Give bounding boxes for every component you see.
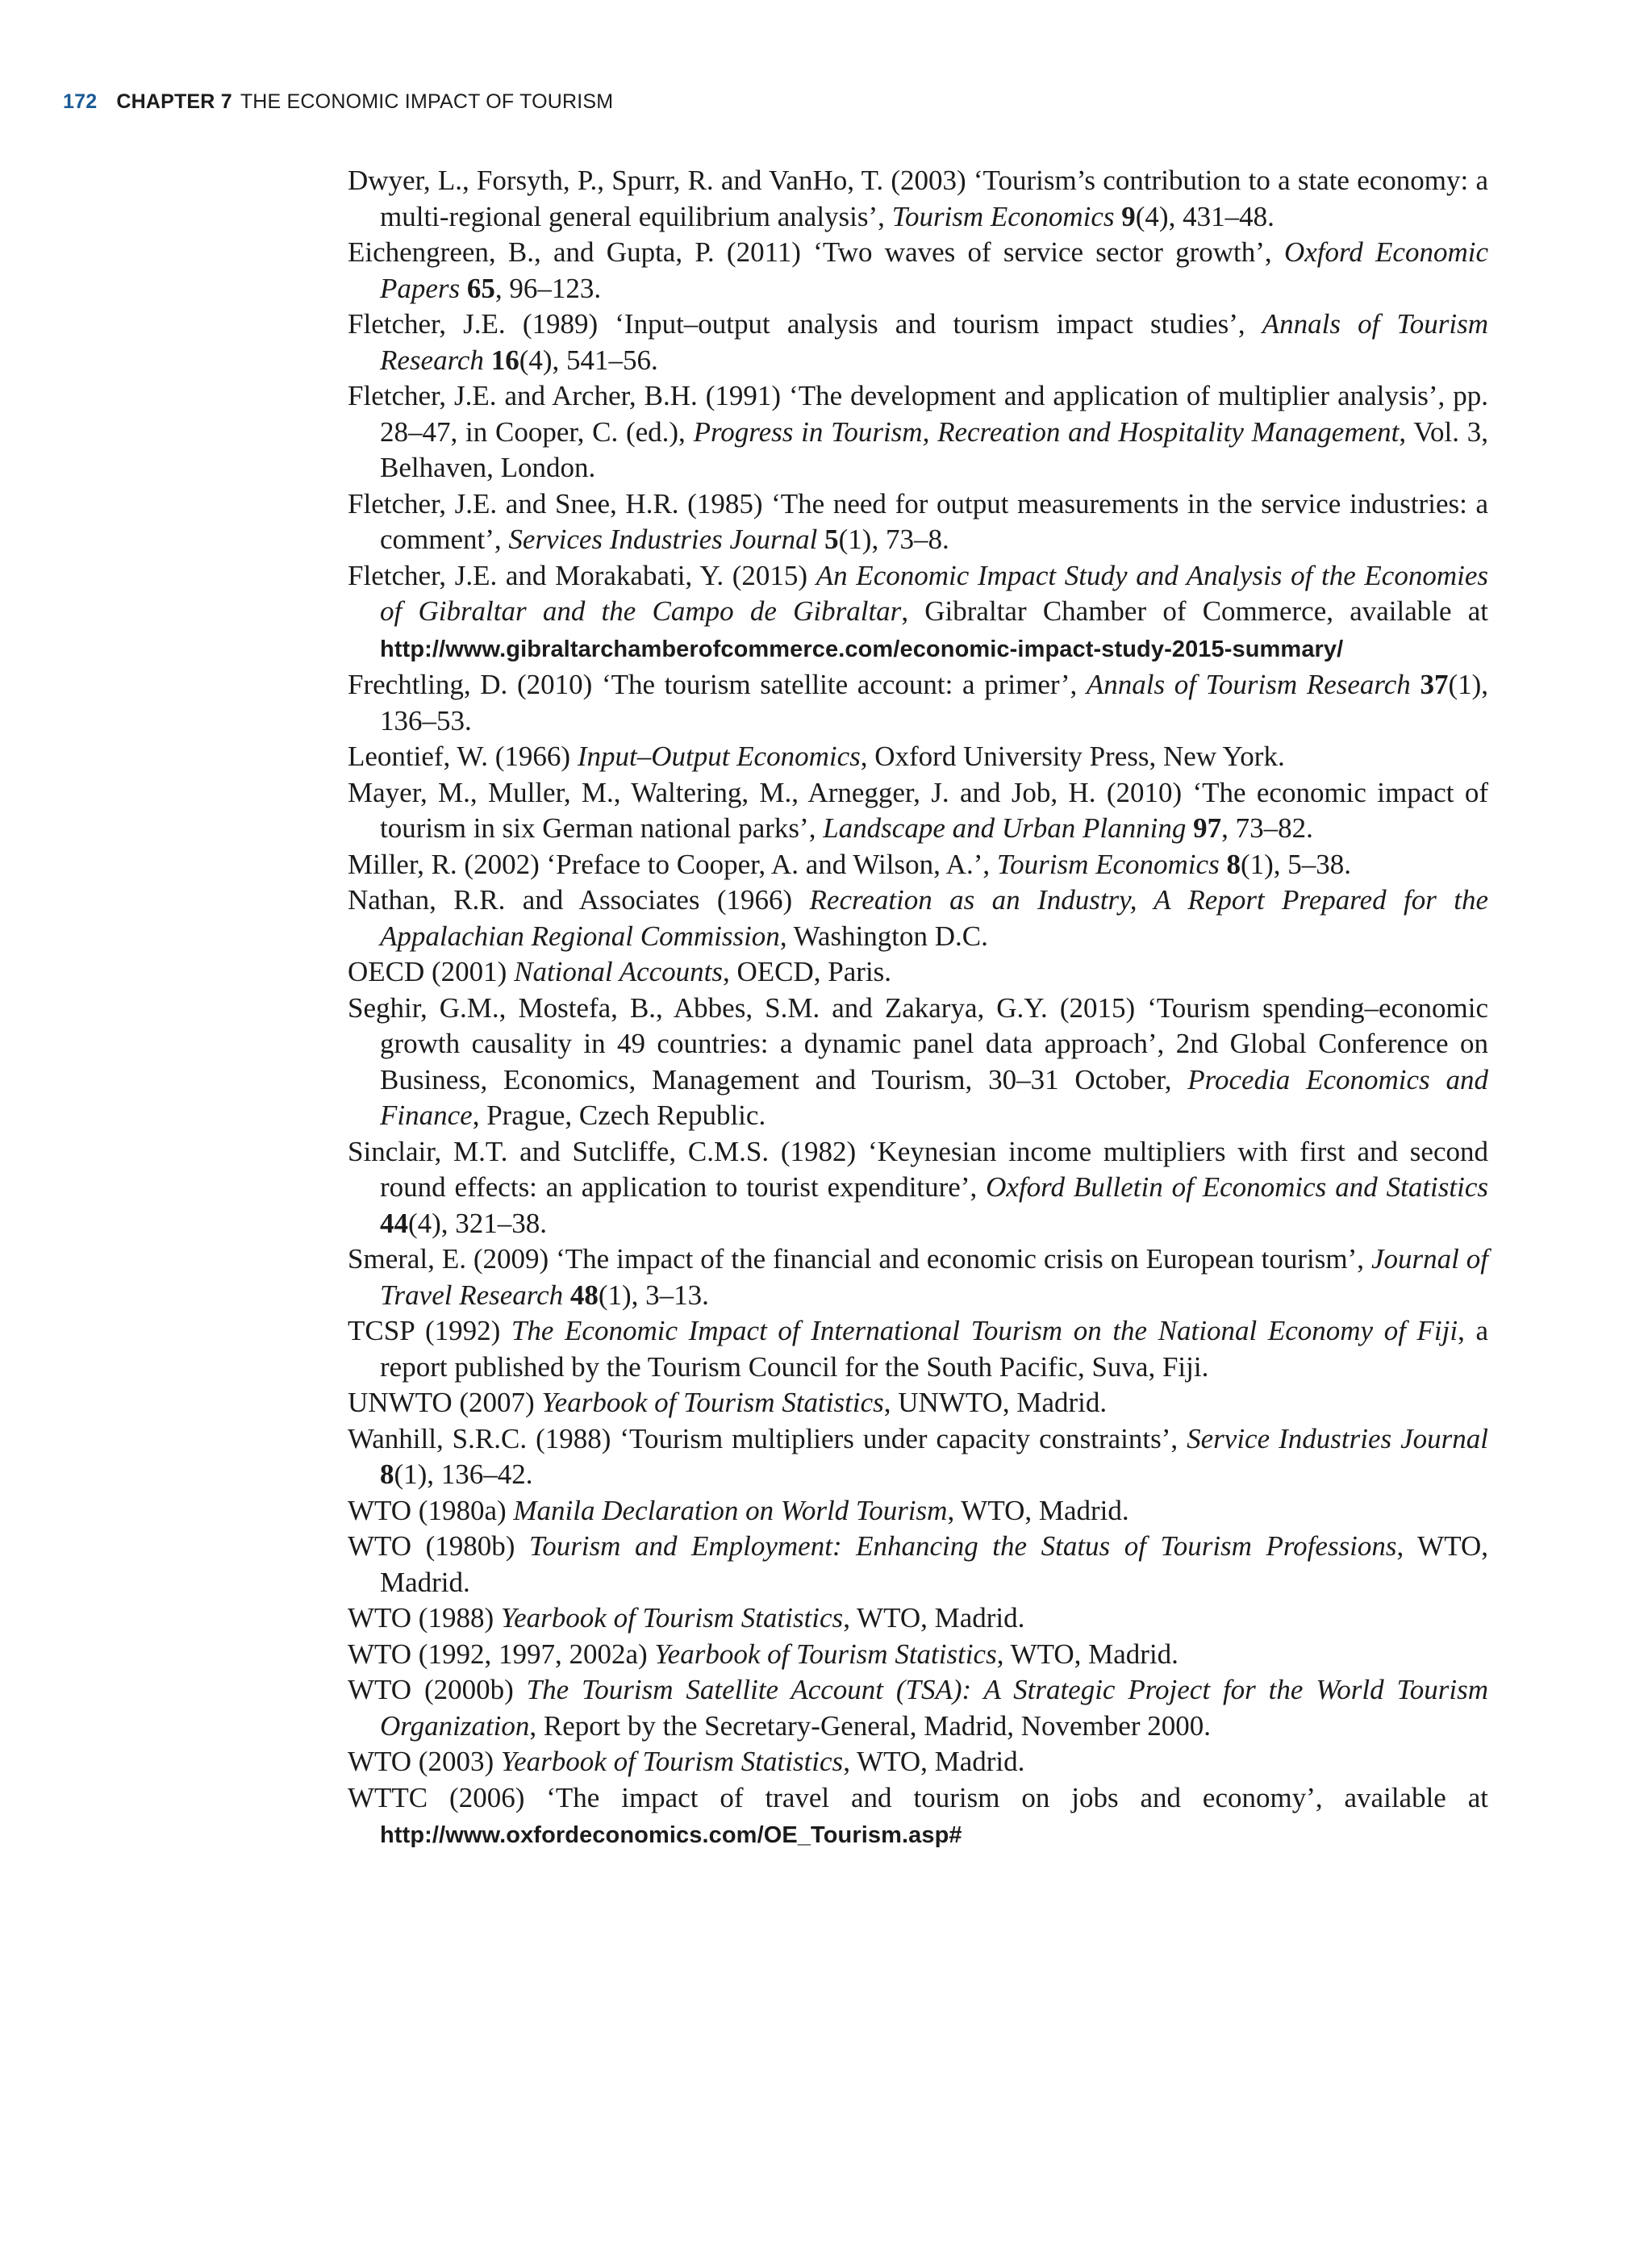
reference-volume-number: 9 <box>1121 200 1136 232</box>
reference-text: Smeral, E. (2009) ‘The impact of the financial and economic crisis on European tourism’, <box>348 1243 1371 1275</box>
reference-text: Fletcher, J.E. and Archer, B.H. (1991) ‘The development and application of multiplier analysis’, pp. 28–47, in Cooper, C. (ed.), <box>348 380 1488 448</box>
reference-text: , WTO, Madrid. <box>996 1638 1179 1670</box>
reference-entry <box>348 307 1488 378</box>
reference-entry <box>348 1637 1488 1673</box>
reference-entry <box>348 1744 1488 1780</box>
reference-text: Leontief, W. (1966) <box>348 741 578 772</box>
reference-volume-number: 37 <box>1420 669 1449 700</box>
reference-text: Fletcher, J.E. and Morakabati, Y. (2015) <box>348 559 816 591</box>
reference-entry <box>348 1672 1488 1744</box>
reference-text: (1), 136–53. <box>380 669 1488 737</box>
reference-text: , Washington D.C. <box>779 920 988 952</box>
reference-text: Dwyer, L., Forsyth, P., Spurr, R. and VanHo, T. (2003) ‘Tourism’s contribution to a state economy: a multi-regional general equilibrium analysis’, <box>348 165 1488 232</box>
reference-italic-title: Services Industries Journal <box>508 524 818 555</box>
reference-text: Fletcher, J.E. (1989) ‘Input–output analysis and tourism impact studies’, <box>348 308 1262 340</box>
reference-italic-title: Tourism and Employment: Enhancing the Status of Tourism Professions <box>528 1530 1397 1562</box>
reference-url-link[interactable]: http://www.gibraltarchamberofcommerce.com/economic-impact-study-2015-summary/ <box>380 636 1344 662</box>
reference-text: UNWTO (2007) <box>348 1387 542 1418</box>
reference-italic-title: Recreation as an Industry, A Report Prepared for the Appalachian Regional Commission <box>380 884 1488 952</box>
reference-volume-number: 48 <box>569 1279 599 1311</box>
reference-text: , Gibraltar Chamber of Commerce, available at <box>901 595 1488 627</box>
reference-text: , WTO, Madrid. <box>380 1530 1488 1598</box>
reference-text: (1), 136–42. <box>394 1458 533 1490</box>
reference-entry <box>348 775 1488 847</box>
reference-italic-title: The Tourism Satellite Account (TSA): A Strategic Project for the World Tourism Organization <box>380 1674 1488 1742</box>
reference-italic-title: Annals of Tourism Research <box>1086 669 1411 700</box>
reference-text: WTO (1992, 1997, 2002a) <box>348 1638 655 1670</box>
chapter-title: THE ECONOMIC IMPACT OF TOURISM <box>240 90 614 113</box>
page-number: 172 <box>63 90 98 113</box>
reference-italic-title: Yearbook of Tourism Statistics <box>654 1638 997 1670</box>
reference-text: (1), 5–38. <box>1240 848 1352 880</box>
reference-entry <box>348 1134 1488 1242</box>
reference-text: (4), 541–56. <box>519 344 658 376</box>
reference-text: Miller, R. (2002) ‘Preface to Cooper, A. and Wilson, A.’, <box>348 848 997 880</box>
reference-text: Mayer, M., Muller, M., Waltering, M., Arnegger, J. and Job, H. (2010) ‘The economic impact of tourism in six German national parks’, <box>348 776 1488 844</box>
reference-text: (1), 73–8. <box>838 524 949 555</box>
reference-text: Sinclair, M.T. and Sutcliffe, C.M.S. (1982) ‘Keynesian income multipliers with first and second round effects: an application to tourist expenditure’, <box>348 1135 1488 1203</box>
reference-text: WTO (2003) <box>348 1746 501 1777</box>
reference-text: , 96–123. <box>494 272 602 304</box>
reference-text: WTTC (2006) ‘The impact of travel and tourism on jobs and economy’, available at <box>348 1781 1488 1813</box>
reference-entry <box>348 558 1488 668</box>
reference-entry <box>348 1493 1488 1529</box>
reference-entry <box>348 847 1488 883</box>
reference-text: Seghir, G.M., Mostefa, B., Abbes, S.M. and Zakarya, G.Y. (2015) ‘Tourism spending–economic growth causality in 49 countries: a dynamic panel data approach’, 2nd Global Conference on Business, Economics, Management and Tourism, 30–31 October, <box>348 991 1488 1095</box>
reference-text: , OECD, Paris. <box>723 956 892 987</box>
reference-volume-number: 16 <box>490 344 519 376</box>
reference-entry <box>348 1241 1488 1313</box>
running-head <box>63 87 613 116</box>
reference-text <box>817 524 824 555</box>
reference-italic-title: Service Industries Journal <box>1187 1422 1488 1454</box>
reference-entry <box>348 1421 1488 1493</box>
reference-volume-number: 8 <box>380 1458 394 1490</box>
reference-text: , Oxford University Press, New York. <box>860 741 1285 772</box>
reference-entry <box>348 486 1488 558</box>
reference-italic-title: Tourism Economics <box>996 848 1220 880</box>
reference-text: Eichengreen, B., and Gupta, P. (2011) ‘Two waves of service sector growth’, <box>348 236 1284 268</box>
reference-entry <box>348 991 1488 1134</box>
reference-text: (4), 321–38. <box>408 1207 548 1239</box>
reference-text: , 73–82. <box>1221 812 1313 844</box>
reference-text: , Prague, Czech Republic. <box>472 1100 766 1131</box>
reference-italic-title: An Economic Impact Study and Analysis of the Economies of Gibraltar and the Campo de Gibraltar <box>380 559 1488 627</box>
reference-italic-title: Manila Declaration on World Tourism <box>513 1494 948 1526</box>
reference-volume-number: 5 <box>824 524 839 555</box>
reference-italic-title: Input–Output Economics <box>577 741 861 772</box>
reference-text: , Vol. 3, Belhaven, London. <box>380 415 1488 483</box>
reference-text <box>460 273 467 304</box>
reference-entry <box>348 1529 1488 1600</box>
reference-entry <box>348 1780 1488 1854</box>
reference-italic-title: Oxford Economic Papers <box>380 236 1488 304</box>
reference-italic-title: Procedia Economics and Finance <box>380 1063 1488 1131</box>
reference-volume-number: 97 <box>1193 812 1222 844</box>
reference-entry <box>348 163 1488 235</box>
reference-italic-title: Landscape and Urban Planning <box>823 812 1187 844</box>
reference-italic-title: Oxford Bulletin of Economics and Statistics <box>986 1171 1489 1203</box>
reference-text: , a report published by the Tourism Council for the South Pacific, Suva, Fiji. <box>380 1315 1488 1383</box>
reference-italic-title: Journal of Travel Research <box>380 1243 1488 1311</box>
reference-text <box>484 344 491 376</box>
reference-text: (4), 431–48. <box>1135 200 1274 232</box>
reference-text: , Report by the Secretary-General, Madrid, November 2000. <box>529 1709 1211 1742</box>
reference-italic-title: Progress in Tourism, Recreation and Hospitality Management <box>693 415 1400 448</box>
reference-entry <box>348 667 1488 739</box>
reference-entry <box>348 954 1488 991</box>
reference-text: , WTO, Madrid. <box>843 1746 1025 1777</box>
reference-text: WTO (2000b) <box>348 1674 527 1705</box>
reference-italic-title: Yearbook of Tourism Statistics <box>541 1387 884 1418</box>
reference-list <box>348 163 1488 1854</box>
reference-italic-title: Yearbook of Tourism Statistics <box>500 1746 844 1777</box>
reference-entry <box>348 378 1488 486</box>
reference-text: , UNWTO, Madrid. <box>883 1387 1108 1418</box>
reference-text: WTO (1988) <box>348 1602 501 1634</box>
reference-text <box>1411 669 1420 700</box>
reference-volume-number: 65 <box>466 272 495 304</box>
reference-entry <box>348 883 1488 954</box>
reference-volume-number: 44 <box>380 1207 408 1239</box>
reference-text: TCSP (1992) <box>348 1315 511 1346</box>
reference-italic-title: The Economic Impact of International Tourism on the National Economy of Fiji <box>511 1315 1458 1346</box>
reference-italic-title: Yearbook of Tourism Statistics <box>500 1602 844 1634</box>
reference-url-link[interactable]: http://www.oxfordeconomics.com/OE_Tourism.asp# <box>380 1822 962 1848</box>
reference-entry <box>348 235 1488 307</box>
reference-text: Nathan, R.R. and Associates (1966) <box>348 884 810 916</box>
reference-text <box>563 1279 570 1311</box>
reference-text: (1), 3–13. <box>598 1279 709 1311</box>
reference-text: WTO (1980b) <box>348 1530 529 1562</box>
reference-text: , WTO, Madrid. <box>843 1602 1025 1634</box>
reference-text: Frechtling, D. (2010) ‘The tourism satellite account: a primer’, <box>348 669 1087 700</box>
reference-text: , WTO, Madrid. <box>947 1494 1129 1526</box>
reference-italic-title: National Accounts <box>514 956 724 987</box>
reference-italic-title: Annals of Tourism Research <box>380 308 1488 376</box>
reference-text: Wanhill, S.R.C. (1988) ‘Tourism multipliers under capacity constraints’, <box>348 1422 1187 1454</box>
reference-entry <box>348 1600 1488 1637</box>
reference-entry <box>348 739 1488 775</box>
chapter-label: CHAPTER 7 <box>116 90 232 113</box>
reference-text: WTO (1980a) <box>348 1494 514 1526</box>
reference-text <box>1115 201 1122 232</box>
reference-volume-number: 8 <box>1226 848 1241 880</box>
reference-text: OECD (2001) <box>348 956 515 987</box>
reference-entry <box>348 1385 1488 1421</box>
reference-text <box>1186 812 1193 844</box>
reference-entry <box>348 1313 1488 1385</box>
reference-italic-title: Tourism Economics <box>891 200 1115 232</box>
reference-text: Fletcher, J.E. and Snee, H.R. (1985) ‘The need for output measurements in the service industries: a comment’, <box>348 487 1488 555</box>
